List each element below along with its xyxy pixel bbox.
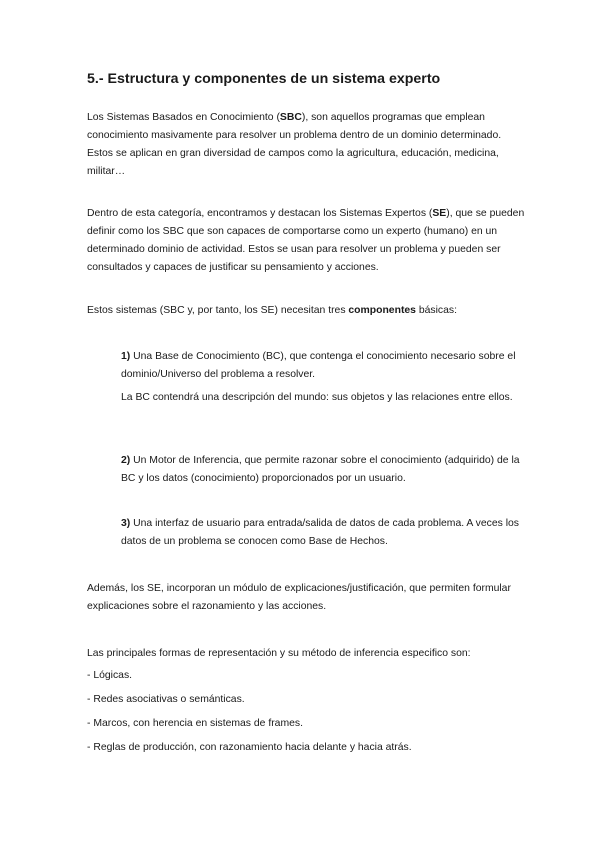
list-item: - Marcos, con herencia en sistemas de frames.	[87, 718, 303, 729]
component-number: 3)	[121, 518, 131, 529]
component-number: 2)	[121, 455, 131, 466]
component-number: 1)	[121, 351, 131, 362]
component-item: 2) Un Motor de Inferencia, que permite razonar sobre el conocimiento (adquirido) de la BC y los datos (conocimiento) proporcionados por un usuario.	[121, 455, 520, 484]
components-keyword: componentes	[348, 305, 416, 316]
components-intro: Estos sistemas (SBC y, por tanto, los SE) necesitan tres componentes básicas:	[87, 305, 457, 316]
forms-intro: Las principales formas de representación y su método de inferencia especifico son:	[87, 648, 471, 659]
component-item: 1) Una Base de Conocimiento (BC), que contenga el conocimiento necesario sobre el dominio/Universo del problema a resolver.	[121, 351, 516, 380]
list-item: - Lógicas.	[87, 670, 133, 681]
component-note: La BC contendrá una descripción del mundo: sus objetos y las relaciones entre ellos.	[121, 392, 513, 403]
list-item: - Reglas de producción, con razonamiento hacia delante y hacia atrás.	[87, 742, 412, 753]
se-paragraph: Dentro de esta categoría, encontramos y destacan los Sistemas Expertos (SE), que se pueden definir como los SBC que son capaces de comportarse como un experto (humano) en un determinado dominio de actividad. Estos se usan para resolver un problema y pueden ser consultados y capaces de justificar su pensamiento y acciones.	[87, 208, 525, 273]
component-item: 3) Una interfaz de usuario para entrada/salida de datos de cada problema. A veces los datos de un problema se conocen como Base de Hechos.	[121, 518, 519, 547]
se-acronym: SE	[432, 208, 447, 219]
explanation-paragraph: Además, los SE, incorporan un módulo de explicaciones/justificación, que permiten formular explicaciones sobre el razonamiento y las acciones.	[87, 583, 511, 612]
intro-paragraph: Los Sistemas Basados en Conocimiento (SBC), son aquellos programas que emplean conocimiento masivamente para resolver un problema dentro de un dominio determinado. Estos se aplican en gran diversidad de campos como la agricultura, educación, medicina, militar…	[87, 112, 502, 177]
sbc-acronym: SBC	[279, 112, 302, 123]
section-title: 5.- Estructura y componentes de un sistema experto	[87, 71, 441, 87]
list-item: - Redes asociativas o semánticas.	[87, 694, 245, 705]
